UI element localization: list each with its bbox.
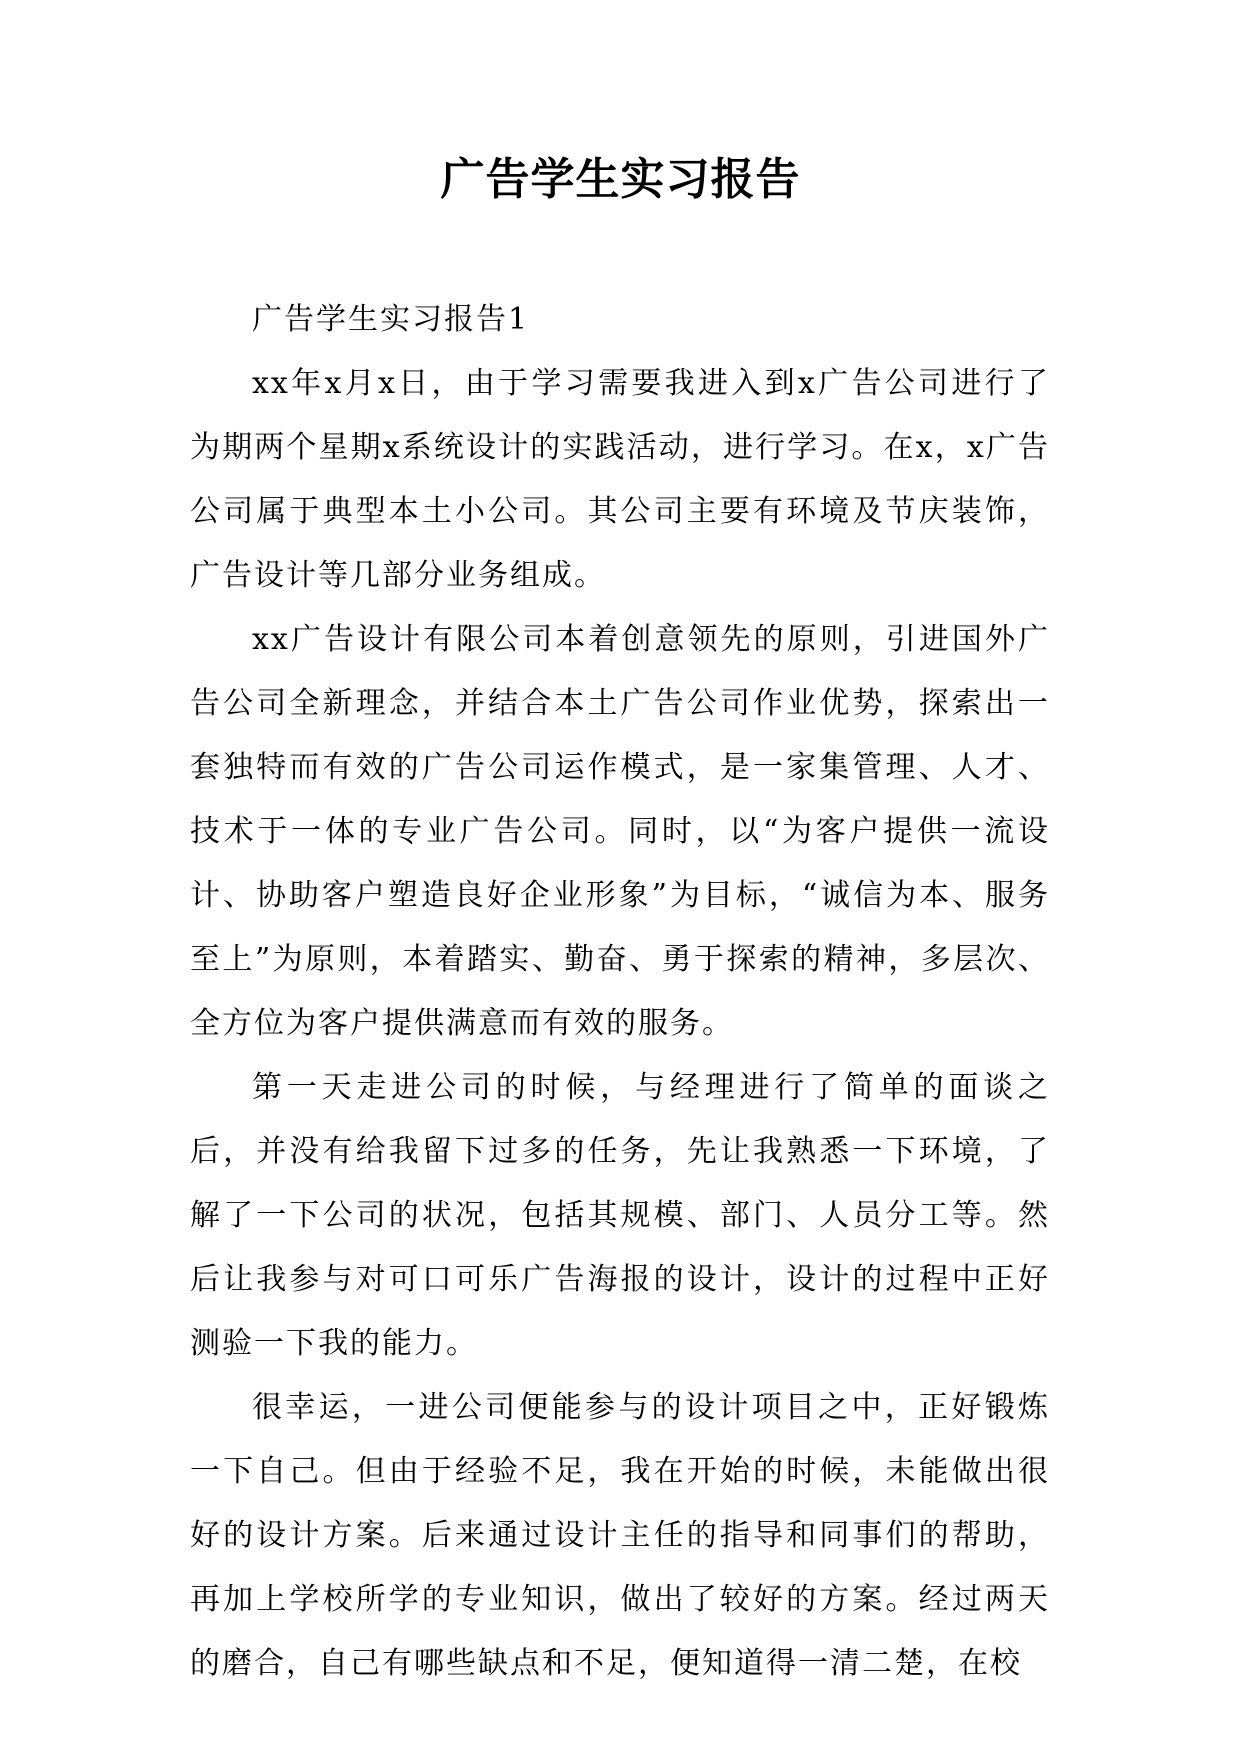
document-body <box>190 288 1050 1696</box>
paragraph-2: xx广告设计有限公司本着创意领先的原则，引进国外广告公司全新理念，并结合本土广告公司作业优势，探索出一套独特而有效的广告公司运作模式，是一家集管理、人才、技术于一体的专业广告公司。同时，以“为客户提供一流设计、协助客户塑造良好企业形象”为目标，“诚信为本、服务至上”为原则，本着踏实、勤奋、勇于探索的精神，多层次、全方位为客户提供满意而有效的服务。 <box>190 622 1050 1041</box>
paragraph-4: 很幸运，一进公司便能参与的设计项目之中，正好锻炼一下自己。但由于经验不足，我在开始的时候，未能做出很好的设计方案。后来通过设计主任的指导和同事们的帮助，再加上学校所学的专业知识，做出了较好的方案。经过两天的磨合，自己有哪些缺点和不足，便知道得一清二楚，在校 <box>190 1390 1050 1681</box>
section-heading: 广告学生实习报告1 <box>252 302 530 337</box>
paragraph-3: 第一天走进公司的时候，与经理进行了简单的面谈之后，并没有给我留下过多的任务，先让我熟悉一下环境，了解了一下公司的状况，包括其规模、部门、人员分工等。然后让我参与对可口可乐广告海报的设计，设计的过程中正好测验一下我的能力。 <box>190 1070 1050 1361</box>
paragraph-1: xx年x月x日，由于学习需要我进入到x广告公司进行了为期两个星期x系统设计的实践活动，进行学习。在x，x广告公司属于典型本土小公司。其公司主要有环境及节庆装饰，广告设计等几部分业务组成。 <box>190 366 1050 593</box>
document-title: 广告学生实习报告 <box>440 154 801 205</box>
